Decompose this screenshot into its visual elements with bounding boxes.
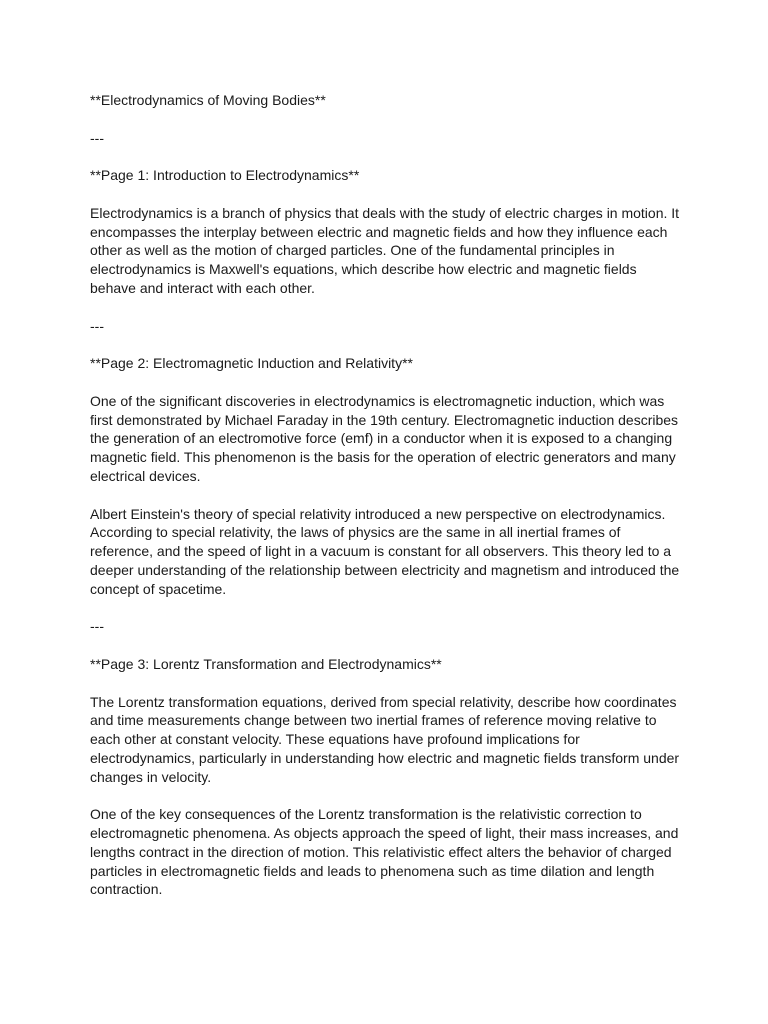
paragraph: Albert Einstein's theory of special relativity introduced a new perspective on electrodynamics. According to special relativity, the laws of physics are the same in all inertial frames of reference, and the speed of light in a vacuum is constant for all observers. This theory led to a deeper understanding of the relationship between electricity and magnetism and introduced the concept of spacetime.	[90, 505, 684, 597]
paragraph: One of the significant discoveries in electrodynamics is electromagnetic induction, which was first demonstrated by Michael Faraday in the 19th century. Electromagnetic induction describes the generation of an electromotive force (emf) in a conductor when it is exposed to a changing magnetic field. This phenomenon is the basis for the operation of electric generators and many electrical devices.	[90, 392, 682, 484]
paragraph: One of the key consequences of the Lorentz transformation is the relativistic correction to electromagnetic phenomena. As objects approach the speed of light, their mass increases, and lengths contract in the direction of motion. This relativistic effect alters the behavior of charged particles in electromagnetic fields and leads to phenomena such as time dilation and length contraction.	[90, 806, 683, 898]
paragraph: Electrodynamics is a branch of physics that deals with the study of electric charges in motion. It encompasses the interplay between electric and magnetic fields and how they influence each other as well as the motion of charged particles. One of the fundamental principles in electrodynamics is Maxwell's equations, which describe how electric and magnetic fields behave and interact with each other.	[90, 204, 683, 296]
section-separator: ---	[90, 618, 104, 635]
document-body	[90, 91, 684, 899]
document-title: **Electrodynamics of Moving Bodies**	[90, 92, 326, 108]
section-separator: ---	[90, 317, 104, 334]
section-heading-page-2: **Page 2: Electromagnetic Induction and Relativity**	[90, 355, 413, 372]
section-separator: ---	[90, 129, 104, 146]
paragraph: The Lorentz transformation equations, derived from special relativity, describe how coordinates and time measurements change between two inertial frames of reference moving relative to each other at constant velocity. These equations have profound implications for electrodynamics, particularly in understanding how electric and magnetic fields transform under changes in velocity.	[90, 693, 683, 785]
section-heading-page-1: **Page 1: Introduction to Electrodynamics**	[90, 167, 360, 184]
section-heading-page-3: **Page 3: Lorentz Transformation and Electrodynamics**	[90, 655, 442, 672]
